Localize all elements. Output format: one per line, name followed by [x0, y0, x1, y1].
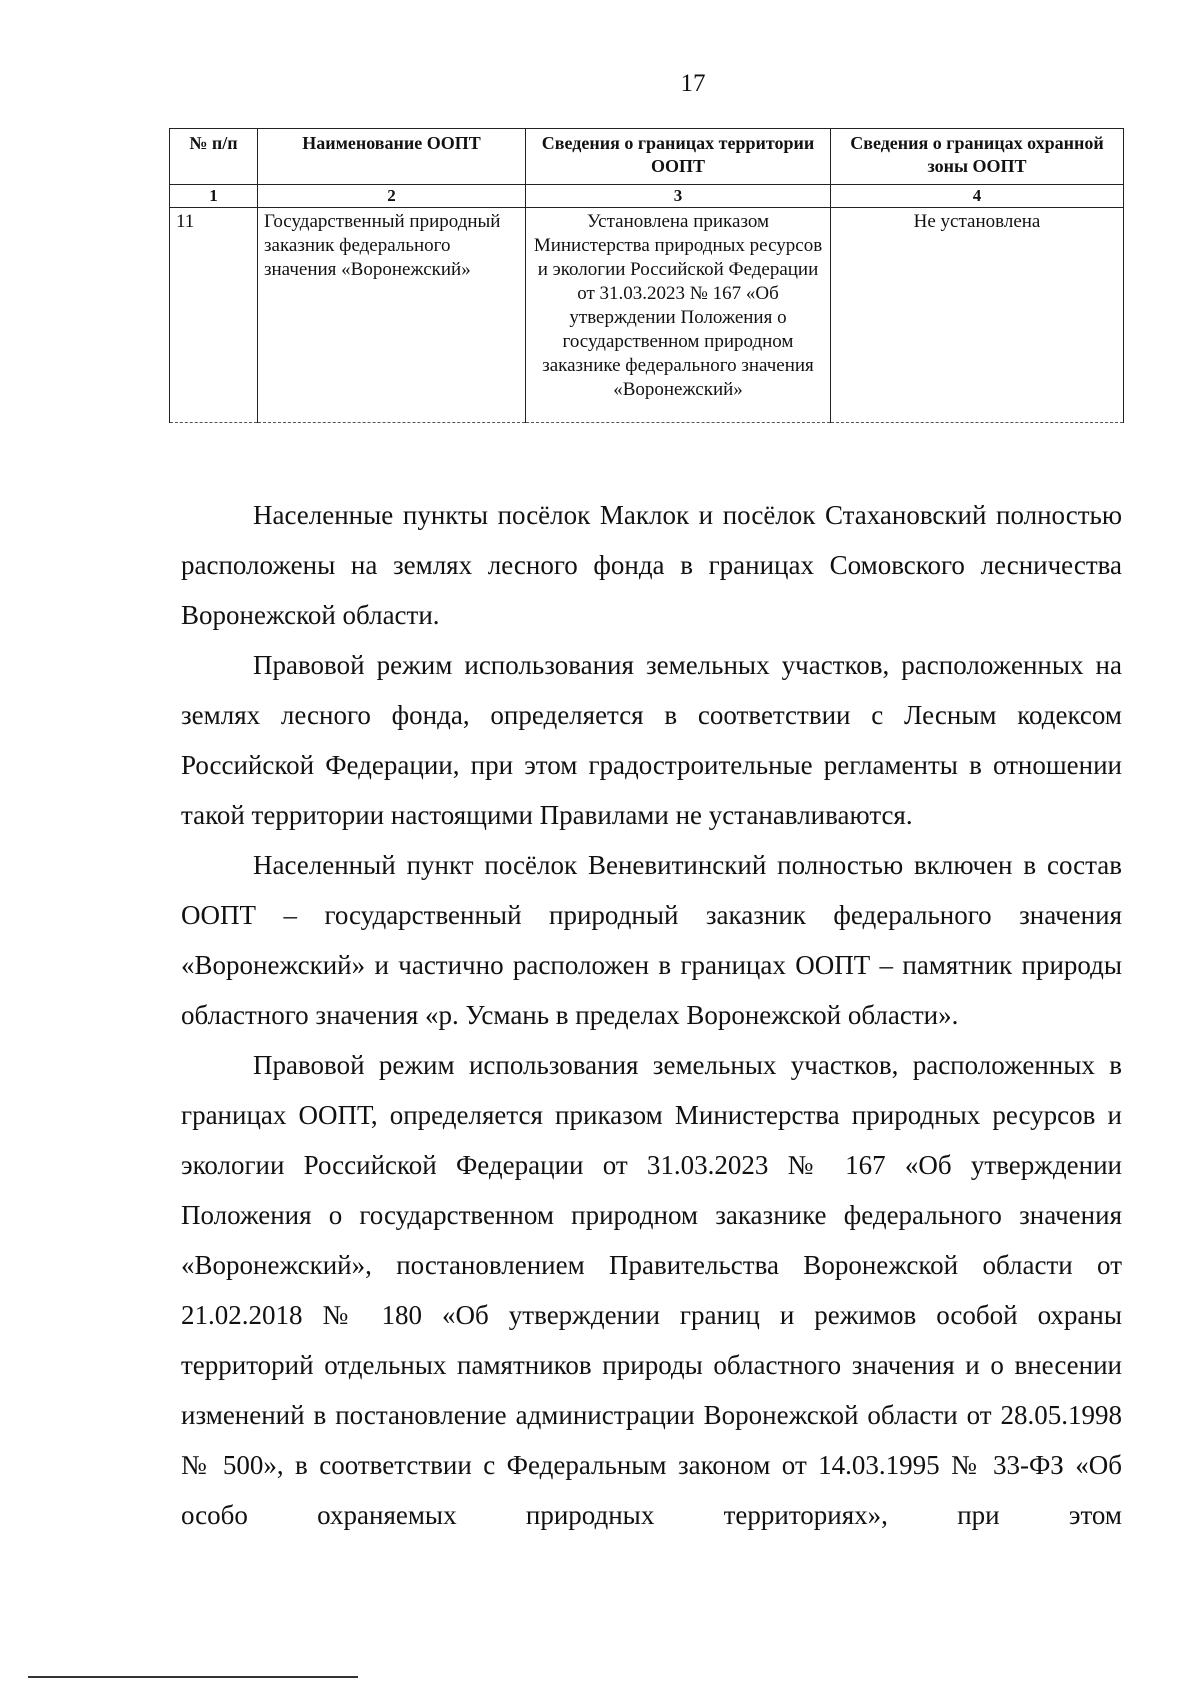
header-territory: Сведения о границах территории ООПТ — [526, 129, 831, 185]
column-number-row — [170, 185, 1124, 208]
column-number-2: 2 — [258, 185, 526, 208]
column-number-4: 4 — [831, 185, 1124, 208]
table-row — [170, 208, 1124, 423]
row-number: 11 — [170, 208, 258, 423]
paragraph: Населенный пункт посёлок Веневитинский полностью включен в состав ООПТ – государственный природный заказник федерального значения «Воронежский» и частично расположен в границах ООПТ – памятник природы областного значения «р. Усмань в пределах Воронежской области». — [181, 850, 1122, 1030]
column-number-1: 1 — [170, 185, 258, 208]
footer-rule — [28, 1676, 358, 1678]
header-buffer-zone: Сведения о границах охранной зоны ООПТ — [831, 129, 1124, 185]
page-number — [0, 70, 1200, 98]
paragraph: Правовой режим использования земельных участков, расположенных на землях лесного фонда, определяется в соответствии с Лесным кодексом Российской Федерации, при этом градостроительные регламенты в отношении такой территории настоящими Правилами не устанавливаются. — [181, 650, 1122, 830]
row-territory: Установлена приказом Министерства природных ресурсов и экологии Российской Федерации от 31.03.2023 № 167 «Об утверждении Положения о государственном природном заказнике федерального значения «Воронежский» — [526, 208, 831, 423]
paragraph: Населенные пункты посёлок Маклок и посёлок Стахановский полностью расположены на землях лесного фонда в границах Сомовского лесничества Воронежской области. — [181, 500, 1122, 630]
row-name: Государственный природный заказник федерального значения «Воронежский» — [258, 208, 526, 423]
header-number: № п/п — [170, 129, 258, 185]
header-name: Наименование ООПТ — [258, 129, 526, 185]
body-text — [181, 490, 1122, 1540]
row-buffer-zone: Не установлена — [831, 208, 1124, 423]
table-header-row — [170, 129, 1124, 185]
paragraph: Правовой режим использования земельных участков, расположенных в границах ООПТ, определяется приказом Министерства природных ресурсов и экологии Российской Федерации от 31.03.2023 № 167 «Об утверждении Положения о государственном природном заказнике федерального значения «Воронежский», постановлением Правительства Воронежской области от 21.02.2018 № 180 «Об утверждении границ и режимов особой охраны территорий отдельных памятников природы областного значения и о внесении изменений в постановление администрации Воронежской области от 28.05.1998 № 500», в соответствии с Федеральным законом от 14.03.1995 № 33-ФЗ «Об особо охраняемых природных территориях», при этом — [181, 1050, 1122, 1530]
page-number-text: 17 — [680, 70, 706, 97]
oopt-table — [169, 128, 1124, 423]
column-number-3: 3 — [526, 185, 831, 208]
